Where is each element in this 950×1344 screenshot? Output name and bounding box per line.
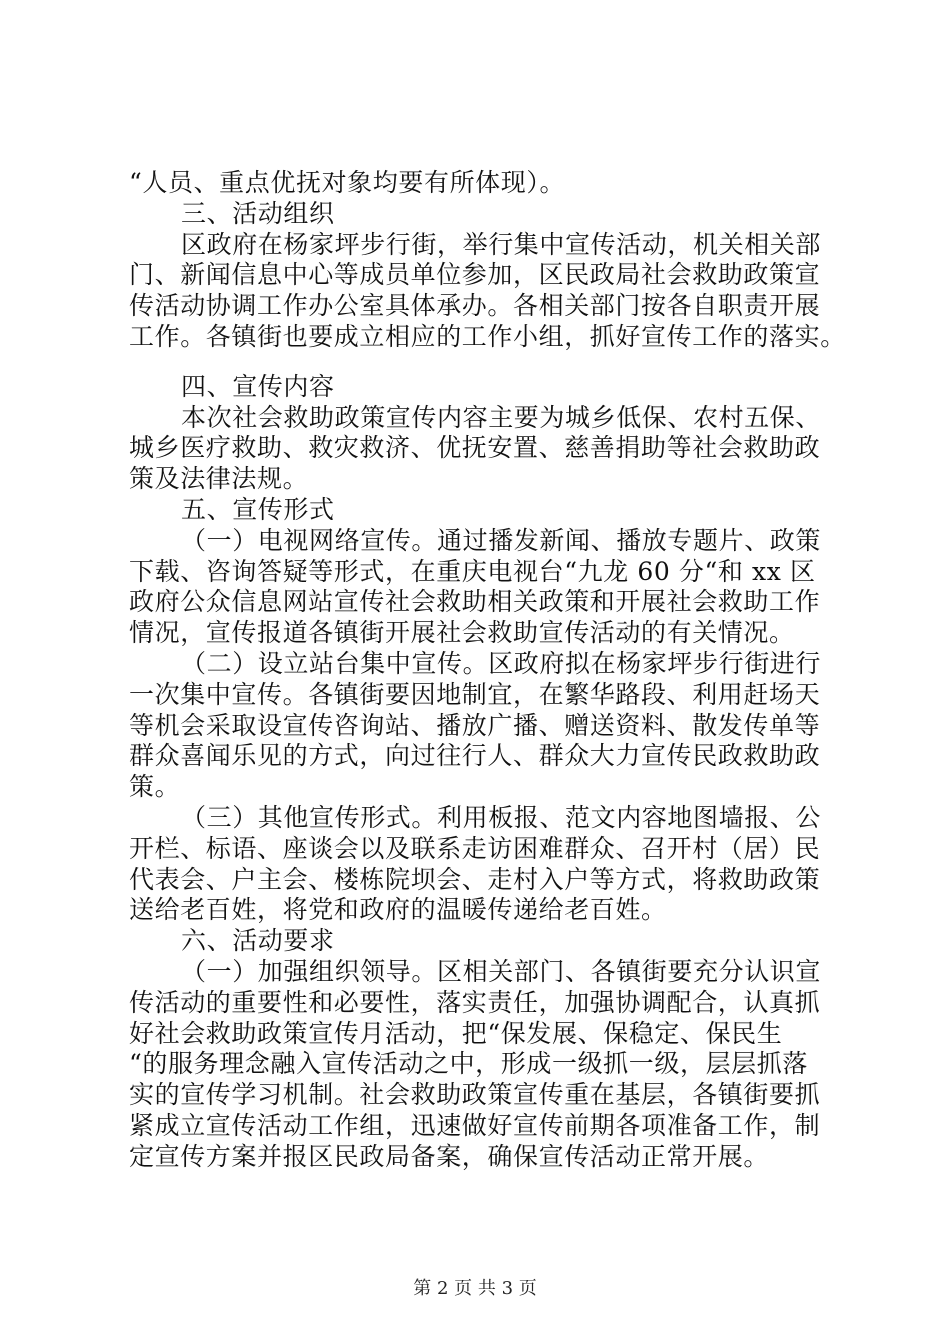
text-line: 代表会、户主会、楼栋院坝会、走村入户等方式，将救助政策 (129, 864, 821, 894)
text-line: 定宣传方案并报区民政局备案，确保宣传活动正常开展。 (129, 1141, 770, 1171)
text-line: 情况，宣传报道各镇街开展社会救助宣传活动的有关情况。 (129, 618, 795, 648)
section-heading: 五、宣传形式 (181, 494, 335, 524)
section-heading: 三、活动组织 (181, 198, 335, 228)
text-line: 城乡医疗救助、救灾救济、优抚安置、慈善捐助等社会救助政 (129, 433, 821, 463)
page-number-footer: 第 2 页 共 3 页 (413, 1278, 537, 1299)
text-line: 好社会救助政策宣传月活动，把“保发展、保稳定、保民生 (129, 1018, 783, 1048)
text-line: 门、新闻信息中心等成员单位参加，区民政局社会救助政策宣 (129, 260, 821, 290)
text-line: （二）设立站台集中宣传。区政府拟在杨家坪步行街进行 (181, 648, 822, 678)
section-heading: 四、宣传内容 (181, 371, 335, 401)
text-line: 工作。各镇街也要成立相应的工作小组，抓好宣传工作的落实。 (129, 321, 846, 351)
text-line: “人员、重点优抚对象均要有所体现）。 (129, 168, 566, 197)
text-line: 紧成立宣传活动工作组，迅速做好宣传前期各项准备工作，制 (129, 1110, 821, 1140)
text-line: “的服务理念融入宣传活动之中，形成一级抓一级，层层抓落 (129, 1049, 808, 1079)
text-line: 下载、咨询答疑等形式，在重庆电视台“九龙 60 分“和 xx 区 (129, 556, 816, 586)
text-line: 本次社会救助政策宣传内容主要为城乡低保、农村五保、 (181, 402, 822, 432)
text-line: 传活动的重要性和必要性，落实责任，加强协调配合，认真抓 (129, 987, 821, 1017)
section-heading: 六、活动要求 (181, 926, 335, 956)
text-line: 等机会采取设宣传咨询站、播放广播、赠送资料、散发传单等 (129, 710, 821, 740)
text-line: 实的宣传学习机制。社会救助政策宣传重在基层，各镇街要抓 (129, 1080, 821, 1110)
text-line: （一）电视网络宣传。通过播发新闻、播放专题片、政策 (181, 525, 822, 555)
text-line: 开栏、标语、座谈会以及联系走访困难群众、召开村（居）民 (129, 833, 821, 863)
text-line: 区政府在杨家坪步行街，举行集中宣传活动，机关相关部 (181, 229, 822, 259)
text-line: （一）加强组织领导。区相关部门、各镇街要充分认识宣 (181, 956, 822, 986)
text-line: 一次集中宣传。各镇街要因地制宜，在繁华路段、利用赶场天 (129, 679, 821, 709)
text-line: 策及法律法规。 (129, 464, 309, 494)
text-line: 策。 (129, 772, 181, 802)
text-line: 传活动协调工作办公室具体承办。各相关部门按各自职责开展 (129, 291, 821, 321)
page-body (129, 168, 846, 1173)
text-line: （三）其他宣传形式。利用板报、范文内容地图墙报、公 (181, 802, 822, 832)
text-line: 送给老百姓，将党和政府的温暖传递给老百姓。 (129, 895, 667, 925)
text-line: 政府公众信息网站宣传社会救助相关政策和开展社会救助工作 (129, 587, 821, 617)
text-line: 群众喜闻乐见的方式，向过往行人、群众大力宣传民政救助政 (129, 741, 821, 771)
